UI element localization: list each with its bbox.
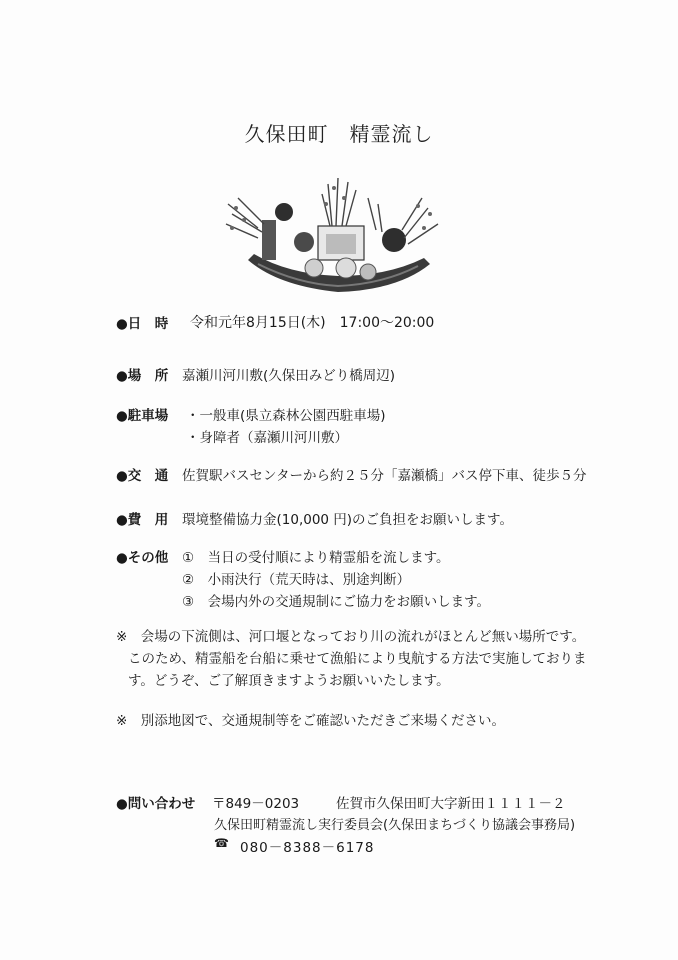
parking-label: ●駐車場 xyxy=(116,408,169,424)
transport-value: 佐賀駅バスセンターから約２５分「嘉瀬橋」バス停下車、徒歩５分 xyxy=(182,468,587,484)
contact-address: 佐賀市久保田町大字新田１１１１－２ xyxy=(336,796,566,812)
parking-item: ・一般車(県立森林公園西駐車場) xyxy=(186,408,386,424)
other-item: ③ 会場内外の交通規制にご協力をお願いします。 xyxy=(182,594,491,610)
other-item: ① 当日の受付順により精霊船を流します。 xyxy=(182,550,450,566)
datetime-value: 令和元年8月15日(木) 17:00〜20:00 xyxy=(190,315,435,331)
contact-phone: 080－8388－6178 xyxy=(240,840,375,856)
contact-org: 久保田町精霊流し実行委員会(久保田まちづくり協議会事務局) xyxy=(214,818,576,833)
phone-icon: ☎ xyxy=(214,836,229,850)
place-value: 嘉瀬川河川敷(久保田みどり橋周辺) xyxy=(182,368,396,384)
contact-label: ●問い合わせ xyxy=(116,796,196,812)
other-item: ② 小雨決行（荒天時は、別途判断） xyxy=(182,572,411,588)
note-line: ※ 会場の下流側は、河口堰となっており川の流れがほとんど無い場所です。 xyxy=(116,629,586,645)
note-river-info xyxy=(116,626,616,692)
parking-item: ・身障者（嘉瀬川河川敷） xyxy=(186,430,348,446)
contact-postal: 〒849－0203 xyxy=(212,796,300,812)
note-line: このため、精霊船を台船に乗せて漁船により曳航する方法で実施しておりま xyxy=(128,651,587,667)
transport-label: ●交 通 xyxy=(116,468,169,484)
cost-value: 環境整備協力金(10,000 円)のご負担をお願いします。 xyxy=(182,512,513,528)
cost-label: ●費 用 xyxy=(116,512,169,528)
note-line: す。どうぞ、ご了解頂きますようお願いいたします。 xyxy=(128,673,450,689)
other-label: ●その他 xyxy=(116,550,169,566)
page-title: 久保田町 精霊流し xyxy=(244,122,434,146)
datetime-label: ●日 時 xyxy=(116,316,169,332)
note-traffic-map: ※ 別添地図で、交通規制等をご確認いただきご来場ください。 xyxy=(116,713,506,729)
spirit-boat-illustration xyxy=(218,168,448,308)
place-label: ●場 所 xyxy=(116,368,169,384)
